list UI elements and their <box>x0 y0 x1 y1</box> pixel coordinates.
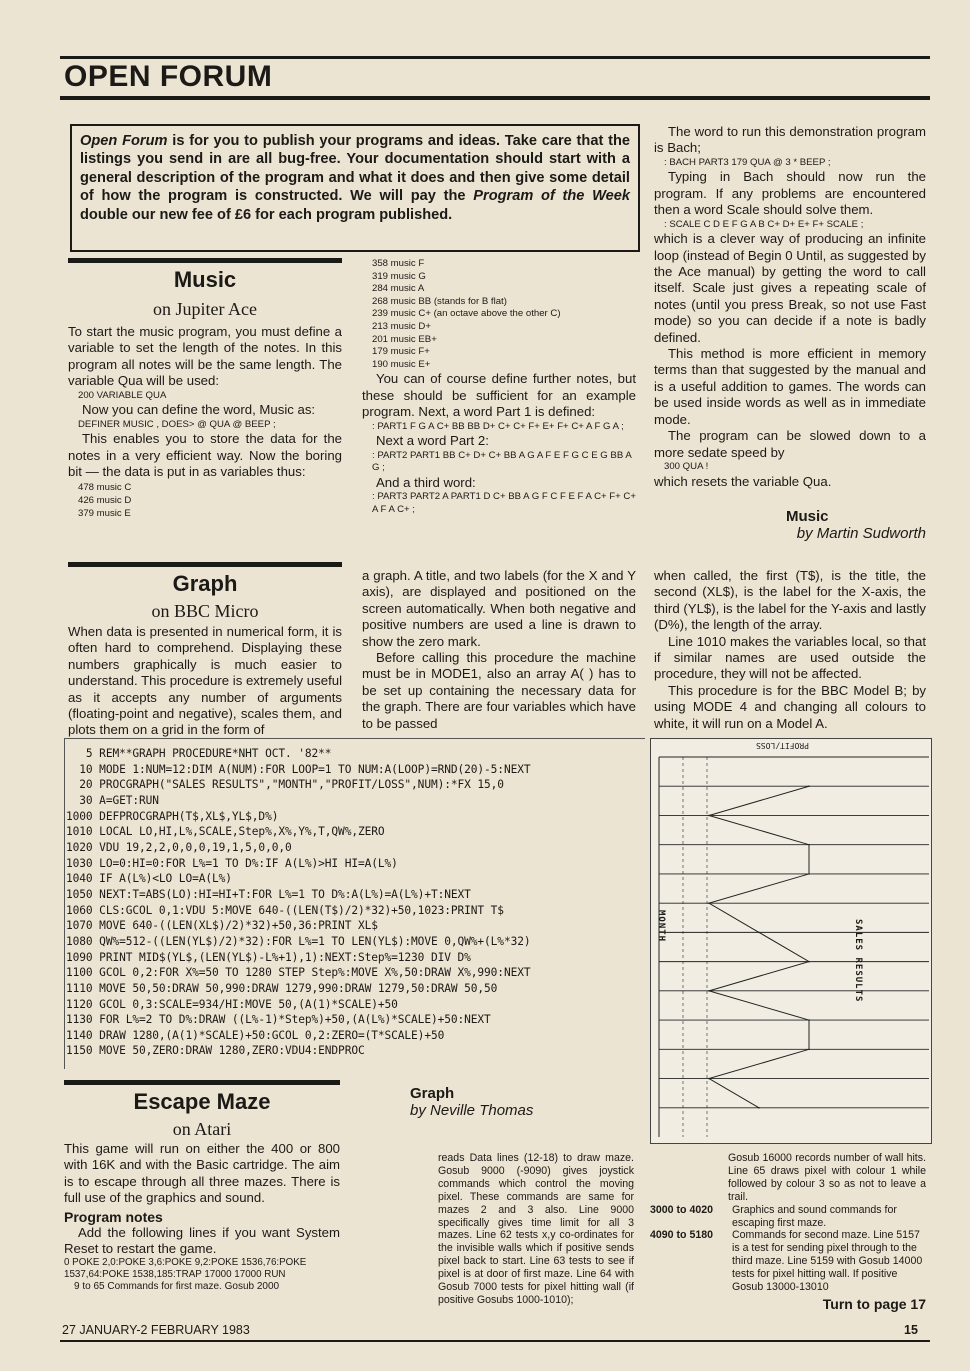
music-note-line: 190 music E+ <box>372 358 431 370</box>
graph-listing <box>66 746 530 1059</box>
maze-range-2-label: 3000 to 4020 <box>650 1203 714 1216</box>
graph-para-6: This procedure is for the BBC Model B; by using MODE 4 and changing all colours to white, it will run on a Model A. <box>654 682 926 731</box>
music-note-line: 358 music F <box>372 258 425 269</box>
graph-para-5: Line 1010 makes the variables local, so that if similar names are used outside the procedure, they will not be affected. <box>654 633 926 682</box>
music-code-8: 300 QUA ! <box>664 460 709 472</box>
plot-title: PROFIT/LOSS <box>756 741 809 750</box>
listing-line: 1120 GCOL 0,3:SCALE=934/HI:MOVE 50,(A(1)*SCALE)+50 <box>66 997 398 1011</box>
graph-title: Graph <box>172 571 238 596</box>
maze-para-1: This game will run on either the 400 or 800 with 16K and with the Basic cartridge. The aim is to escape through all three mazes. There is full use of the graphics and sound. <box>64 1141 340 1206</box>
music-code-4: : PART2 PART1 BB C+ D+ C+ BB A G A F E F G C E G BB A G ; <box>372 449 632 474</box>
header-top-rule <box>60 56 930 59</box>
listing-line: 5 REM**GRAPH PROCEDURE*NHT OCT. '82** <box>66 747 332 760</box>
maze-turn-page: Turn to page 17 <box>822 1295 926 1312</box>
listing-line: 1130 FOR L%=2 TO D%:DRAW ((L%-1)*Step%)+50,(A(L%)*SCALE)+50:NEXT <box>66 1013 491 1027</box>
listing-line: 1140 DRAW 1280,(A(1)*SCALE)+50:GCOL 0,2:ZERO=(T*SCALE)+50 <box>66 1028 445 1042</box>
maze-title-bar <box>64 1080 340 1085</box>
music-code-2: DEFINER MUSIC , DOES> @ QUA @ BEEP ; <box>78 418 276 430</box>
maze-para-3: reads Data lines (12-18) to draw maze. Gosub 9000 (-9090) gives joystick commands which control the moving pixel. These commands are same for mazes 2 and 3 also. Line 9000 specifically gives time limit for all 3 mazes. Line 62 tests x,y co-ordinates for the invisible walls which if positive sends pixel back to start. Line 63 tests to see if pixel is at door of first maze. Line 64 with Gosub 7000 tests for pixel hitting wall (if positive Gosubs 1000-1010); <box>438 1152 634 1306</box>
listing-line: 1040 IF A(L%)<LO LO=A(L%) <box>66 872 232 886</box>
music-credit-author: by Martin Sudworth <box>796 524 926 542</box>
music-para-3: This enables you to store the data for the notes in a very efficient way. Now the boring bit — the data is put in as variables thus: <box>68 431 342 480</box>
listing-line: 1090 PRINT MID$(YL$,(LEN(YL$)-L%+1),1):NEXT:Step%=1230 DIV D% <box>66 950 471 964</box>
music-para-4: You can of course define further notes, but these should be sufficient for an example program. Next, a word Part 1 is defined: <box>362 371 636 420</box>
listing-line: 1010 LOCAL LO,HI,L%,SCALE,Step%,X%,Y%,T,QW%,ZERO <box>66 825 385 839</box>
maze-range-1: 9 to 65 Commands for first maze. Gosub 2000 <box>74 1281 280 1293</box>
music-note-line: 478 music C <box>78 482 132 494</box>
listing-line: 1000 DEFPROCGRAPH(T$,XL$,YL$,D%) <box>66 809 279 823</box>
graph-para-2: a graph. A title, and two labels (for the X and Y axis), are displayed and positioned on the screen automatically. When both negative and positive numbers are used a line is drawn to show the zero mark. <box>362 568 636 649</box>
listing-line: 1030 LO=0:HI=0:FOR L%=1 TO D%:IF A(L%)>HI HI=A(L%) <box>66 856 398 870</box>
page-number: 15 <box>904 1323 918 1337</box>
maze-subtitle: on Atari <box>172 1119 232 1139</box>
listing-line: 1080 QW%=512-((LEN(YL$)/2)*32):FOR L%=1 TO LEN(YL$):MOVE 0,QW%+(L%*32) <box>66 934 531 948</box>
music-credit-title: Music <box>786 507 829 525</box>
plot-series-line <box>709 786 809 1108</box>
music-note-line: 213 music D+ <box>372 320 431 332</box>
music-code-6: : BACH PART3 179 QUA @ 3 * BEEP ; <box>664 156 831 168</box>
music-subtitle: on Jupiter Ace <box>153 299 257 319</box>
listing-line: 1100 GCOL 0,2:FOR X%=50 TO 1280 STEP Step%:MOVE X%,50:DRAW X%,990:NEXT <box>66 966 531 980</box>
graph-plot <box>651 739 931 1143</box>
music-para-8: Typing in Bach should now run the program. If any problems are encountered then a word Scale should solve them. <box>654 169 926 218</box>
music-para-12: which resets the variable Qua. <box>654 473 832 489</box>
maze-range-3-text: Commands for second maze. Line 5157 is a test for sending pixel through to the third maze. Line 5159 with Gosub 14000 tests for pixel hitting wall. If positive Gosub 13000-13010 <box>732 1229 923 1294</box>
graph-subtitle: on BBC Micro <box>151 601 259 621</box>
graph-credit <box>410 1085 533 1119</box>
intro-text-1: is for you to publish your programs and ideas. Take care that the listings you send in are all bug-free. Your documentation should start with a general description of the program and what it does and then give some detail of how the program is constructed. We will pay the <box>80 133 630 205</box>
listing-line: 20 PROCGRAPH("SALES RESULTS","MONTH","PROFIT/LOSS",NUM):*FX 15,0 <box>66 778 504 792</box>
music-title: Music <box>173 267 237 292</box>
graph-credit-author: by Neville Thomas <box>410 1102 534 1119</box>
music-note-line: 379 music E <box>78 507 131 519</box>
music-note-line: 179 music F+ <box>372 346 430 358</box>
listing-line: 30 A=GET:RUN <box>66 793 159 807</box>
maze-code: 0 POKE 2,0:POKE 3,6:POKE 9,2:POKE 1536,76:POKE 1537,64:POKE 1538,185:TRAP 17000 17000 RUN <box>64 1257 307 1281</box>
maze-range-2-text: Graphics and sound commands for escaping first maze. <box>732 1203 897 1229</box>
music-title-bar <box>68 258 342 263</box>
music-note-line: 268 music BB (stands for B flat) <box>372 295 507 307</box>
footer-rule <box>60 1340 930 1342</box>
listing-line: 10 MODE 1:NUM=12:DIM A(NUM):FOR LOOP=1 TO NUM:A(LOOP)=RND(20)-5:NEXT <box>66 762 531 776</box>
intro-text-2: double our new fee of £6 for each program published. <box>80 206 453 223</box>
plot-xlabel: MONTH <box>656 910 666 943</box>
maze-range-3 <box>650 1229 926 1294</box>
maze-para-4: Gosub 16000 records number of wall hits. Line 65 draws pixel with colour 1 while followed by colour 3 so as not to leave a trail. <box>728 1152 926 1203</box>
listing-line: 1050 NEXT:T=ABS(LO):HI=HI+T:FOR L%=1 TO D%:A(L%)=A(L%)+T:NEXT <box>66 887 471 901</box>
maze-column-1 <box>64 1080 340 1293</box>
music-note-line: 426 music D <box>78 495 132 507</box>
graph-column-1 <box>68 562 342 739</box>
maze-range-3-label: 4090 to 5180 <box>650 1229 714 1242</box>
maze-column-3 <box>650 1152 926 1312</box>
intro-box <box>70 124 640 252</box>
plot-ylabel: SALES RESULTS <box>853 919 863 1003</box>
maze-range-2 <box>650 1204 926 1230</box>
graph-para-4: when called, the first (T$), is the title, the second (XL$), is the label for the X-axis, the third (YL$), is the label for the Y-axis and lastly (D%), the length of the array. <box>654 568 926 633</box>
listing-line: 1070 MOVE 640-((LEN(XL$)/2)*32)+50,36:PRINT XL$ <box>66 919 378 933</box>
music-para-5: Next a word Part 2: <box>376 433 489 449</box>
maze-title: Escape Maze <box>133 1089 271 1114</box>
maze-para-2: Add the following lines if you want System Reset to restart the game. <box>64 1224 340 1257</box>
intro-prefix: Open Forum <box>80 133 168 149</box>
graph-credit-title: Graph <box>410 1085 455 1102</box>
music-code-3: : PART1 F G A C+ BB BB D+ C+ C+ F+ E+ F+ C+ A F G A ; <box>372 420 624 432</box>
music-column-1 <box>68 258 342 520</box>
listing-line: 1060 CLS:GCOL 0,1:VDU 5:MOVE 640-((LEN(T$)/2)*32)+50,1023:PRINT T$ <box>66 903 504 917</box>
graph-column-2 <box>362 568 636 732</box>
music-column-3 <box>654 124 926 542</box>
intro-em: Program of the Week <box>473 188 631 205</box>
music-note-line: 284 music A <box>372 283 425 295</box>
music-code-1: 200 VARIABLE QUA <box>78 389 167 401</box>
music-column-2 <box>362 258 636 516</box>
music-code-5: : PART3 PART2 A PART1 D C+ BB A G F C F E F A C+ F+ C+ A F A C+ ; <box>372 491 636 515</box>
music-para-1: To start the music program, you must define a variable to set the length of the notes. In this program all notes will be the same length. The variable Qua will be used: <box>68 324 342 389</box>
music-credit <box>654 508 926 542</box>
music-code-7: : SCALE C D E F G A B C+ D+ E+ F+ SCALE ; <box>664 218 864 230</box>
graph-column-3 <box>654 568 926 732</box>
listing-line: 1020 VDU 19,2,2,0,0,0,19,1,5,0,0,0 <box>66 840 292 854</box>
graph-para-1: When data is presented in numerical form, it is often hard to comprehend. Displaying these numbers graphically is much easier to understand. This procedure is extremely useful as it accepts any number of arguments (floating-point and negative), scales them, and plots them on a grid in the form of <box>68 624 342 738</box>
maze-notes-head: Program notes <box>64 1208 163 1225</box>
header-bottom-rule <box>60 96 930 100</box>
graph-title-bar <box>68 562 342 567</box>
listing-line: 1150 MOVE 50,ZERO:DRAW 1280,ZERO:VDU4:ENDPROC <box>66 1044 365 1058</box>
music-para-2: Now you can define the word, Music as: <box>82 402 316 418</box>
music-para-11: The program can be slowed down to a more sedate speed by <box>654 428 926 460</box>
music-note-line: 319 music G <box>372 270 426 282</box>
music-para-7: The word to run this demonstration program is Bach; <box>654 124 926 156</box>
listing-line: 1110 MOVE 50,50:DRAW 50,990:DRAW 1279,990:DRAW 1279,50:DRAW 50,50 <box>66 981 498 995</box>
maze-column-2 <box>438 1152 634 1307</box>
graph-screen <box>650 738 932 1144</box>
page-title: OPEN FORUM <box>64 60 273 93</box>
music-para-6: And a third word: <box>376 474 476 490</box>
footer-date: 27 JANUARY-2 FEBRUARY 1983 <box>62 1323 250 1337</box>
music-note-line: 239 music C+ (an octave above the other C) <box>372 308 561 320</box>
music-note-line: 201 music EB+ <box>372 333 437 345</box>
music-para-10: This method is more efficient in memory terms than that suggested by the manual and is a useful addition to games. The words can be used inside words as well as in immediate mode. <box>654 346 926 427</box>
music-para-9: which is a clever way of producing an infinite loop (instead of Begin 0 Until, as suggested by the Ace manual) by getting the word to call itself. Scale just gives a repeating scale of notes (until you press Break, so not use Fast mode) so you can decide if a note is badly defined. <box>654 231 926 345</box>
graph-para-3: Before calling this procedure the machine must be in MODE1, also an array A( ) has to be set up containing the necessary data for the graph. There are four variables which have to be passed <box>362 650 636 731</box>
